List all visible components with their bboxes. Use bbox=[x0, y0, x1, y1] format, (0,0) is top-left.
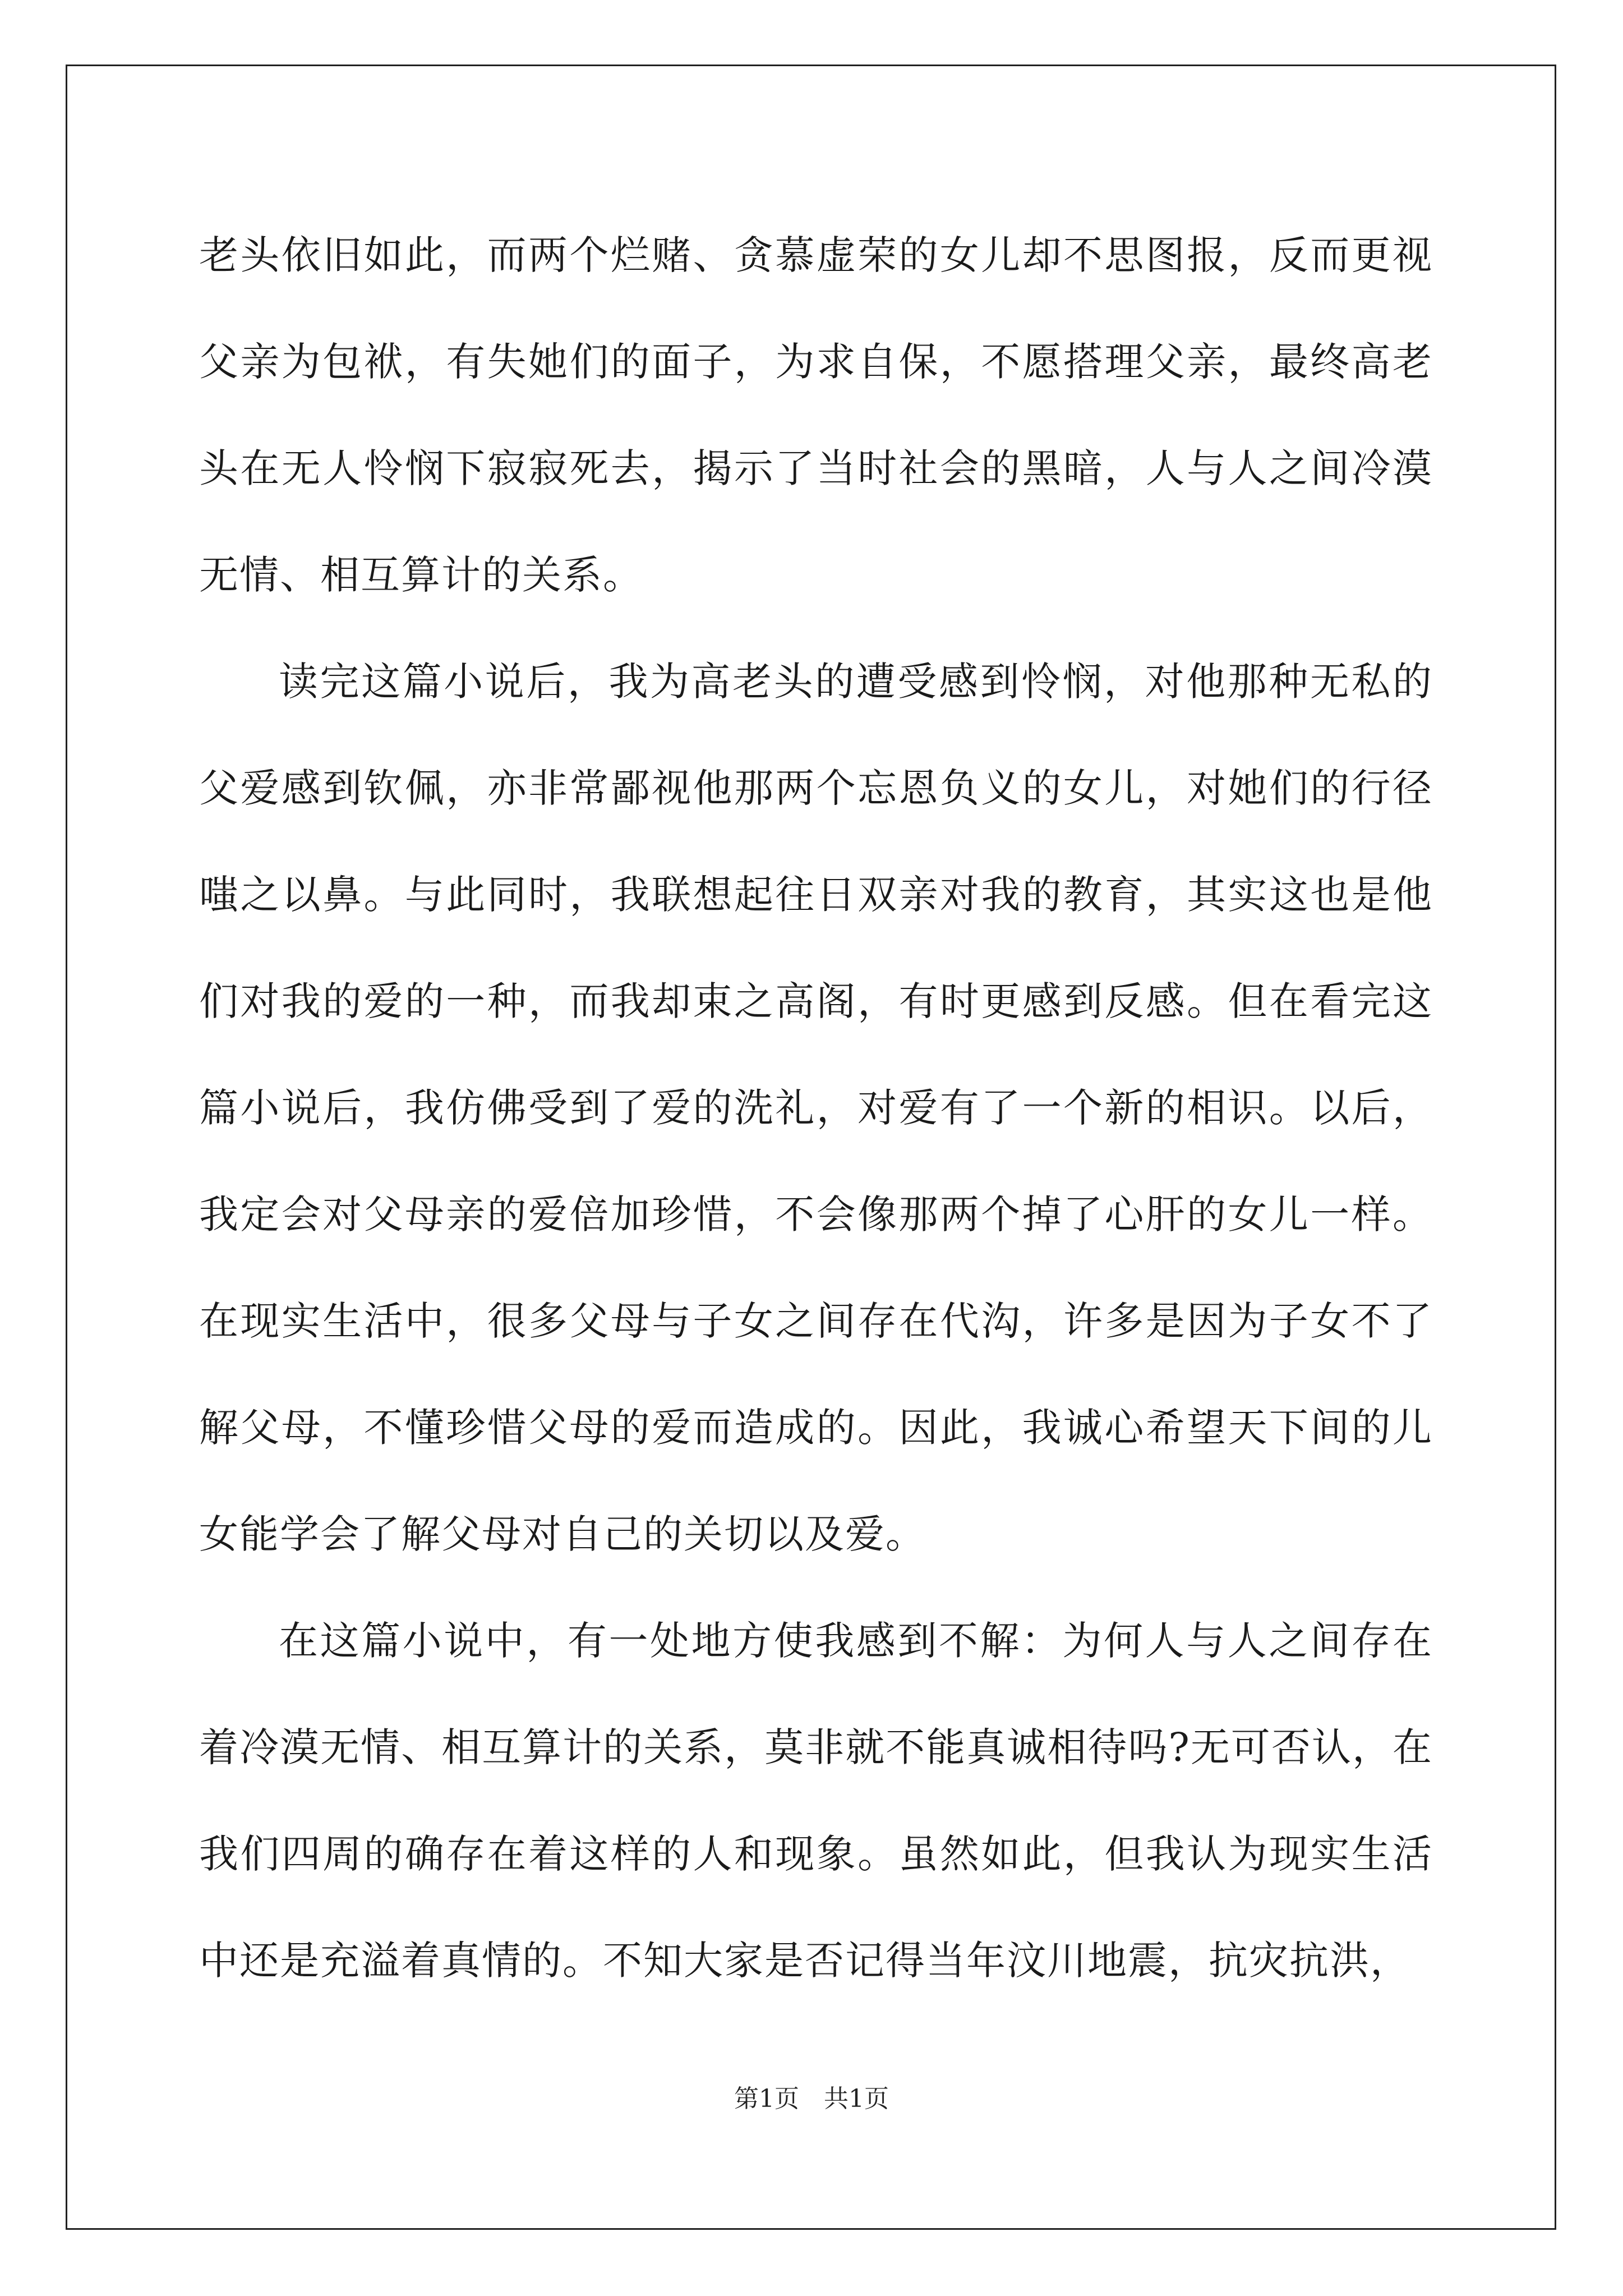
paragraph-3: 在这篇小说中，有一处地方使我感到不解：为何人与人之间存在着冷漠无情、相互算计的关系，莫非就不能真诚相待吗?无可否认，在我们四周的确存在着这样的人和现象。虽然如此，但我认为现实生活中还是充溢着真情的。不知大家是否记得当年汶川地震，抗灾抗洪， bbox=[199, 1618, 1433, 1984]
document-body bbox=[199, 202, 1433, 2014]
page-number-footer: 第1页 共1页 bbox=[734, 2085, 889, 2113]
paragraph-1: 老头依旧如此，而两个烂赌、贪慕虚荣的女儿却不思图报，反而更视父亲为包袱，有失她们的面子，为求自保，不愿搭理父亲，最终高老头在无人怜悯下寂寂死去，揭示了当时社会的黑暗，人与人之间冷漠无情、相互算计的关系。 bbox=[199, 232, 1433, 598]
paragraph-2: 读完这篇小说后，我为高老头的遭受感到怜悯，对他那种无私的父爱感到钦佩，亦非常鄙视他那两个忘恩负义的女儿，对她们的行径嗤之以鼻。与此同时，我联想起往日双亲对我的教育，其实这也是他们对我的爱的一种，而我却束之高阁，有时更感到反感。但在看完这篇小说后，我仿佛受到了爱的洗礼，对爱有了一个新的相识。以后，我定会对父母亲的爱倍加珍惜，不会像那两个掉了心肝的女儿一样。在现实生活中，很多父母与子女之间存在代沟，许多是因为子女不了解父母，不懂珍惜父母的爱而造成的。因此，我诚心希望天下间的儿女能学会了解父母对自己的关切以及爱。 bbox=[199, 659, 1433, 1557]
